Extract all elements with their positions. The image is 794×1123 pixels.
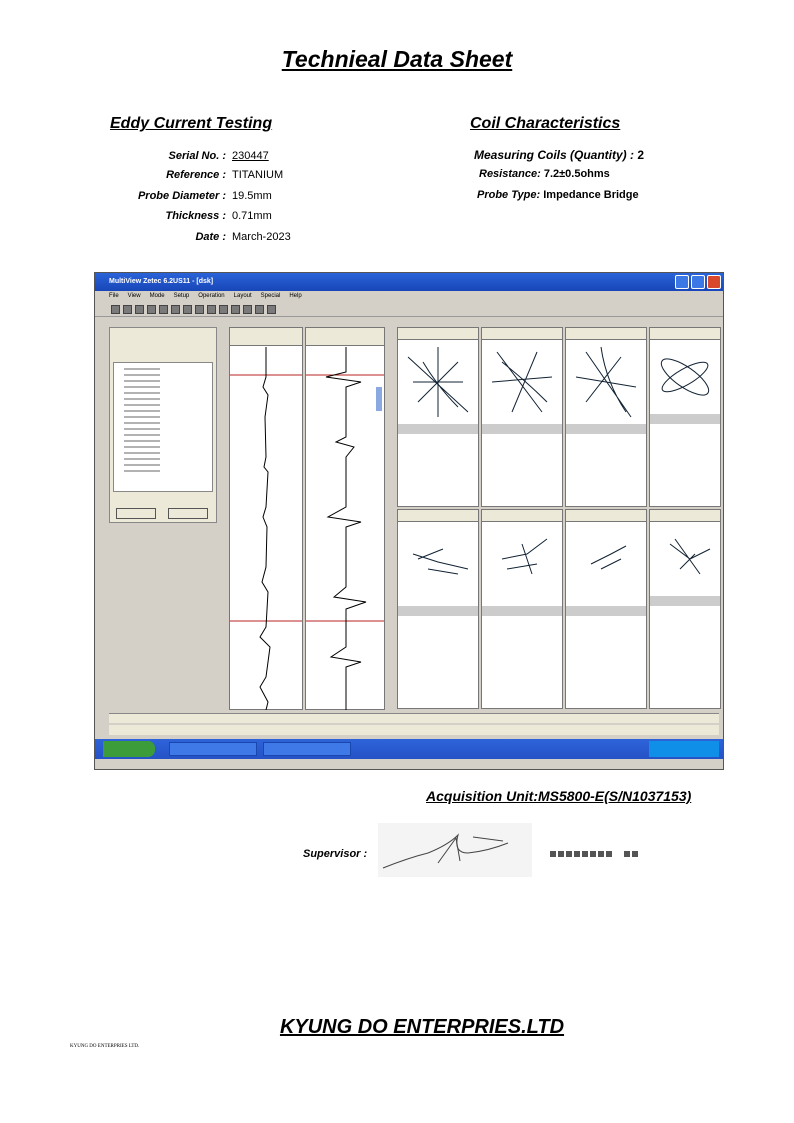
- page-title: Technieal Data Sheet: [281, 46, 513, 72]
- tool-icon: [171, 305, 180, 314]
- lissajous-4: [649, 327, 721, 507]
- menu-setup: Setup: [173, 293, 190, 299]
- tool-icon: [135, 305, 144, 314]
- tool-icon: [219, 305, 228, 314]
- measuring-coils-row: [474, 148, 644, 162]
- lissajous-6: [481, 509, 563, 709]
- resistance-row: [479, 168, 610, 180]
- status-bar-secondary: [109, 725, 719, 735]
- reference-row: [0, 168, 400, 182]
- lissajous-2: [481, 327, 563, 507]
- toolbar: [95, 303, 723, 317]
- menu-bar: [95, 291, 723, 302]
- file-list-lines: [120, 363, 210, 491]
- taskbar-item: [263, 742, 351, 756]
- probe-diameter-row: [0, 189, 400, 203]
- coil-characteristics-heading: Coil Characteristics: [470, 115, 621, 132]
- strip-chart-1: [229, 327, 303, 710]
- menu-file: File: [109, 293, 119, 299]
- start-button: [116, 508, 156, 519]
- probe-type-row: [477, 189, 639, 201]
- tool-icon: [159, 305, 168, 314]
- probe-type-value: Impedance Bridge: [543, 189, 639, 201]
- lissajous-3: [565, 327, 647, 507]
- thickness-value: 0.71mm: [232, 210, 272, 222]
- file-list: [113, 362, 213, 492]
- lissajous-plot-1: [398, 342, 478, 422]
- serial-row: [0, 149, 400, 163]
- menu-operation: Operation: [198, 293, 225, 299]
- lissajous-plot-2: [482, 342, 562, 422]
- menu-help: Help: [289, 293, 302, 299]
- lissajous-plot-6: [482, 524, 562, 604]
- tool-icon: [147, 305, 156, 314]
- lissajous-8: [649, 509, 721, 709]
- window-title: MultiView Zetec 6.2US11 - [dsk]: [109, 278, 214, 285]
- stamp-note-glyphs: [550, 849, 670, 859]
- resistance-value: 7.2±0.5ohms: [543, 168, 610, 180]
- menu-view: View: [127, 293, 141, 299]
- reference-value: TITANIUM: [232, 169, 284, 181]
- supervisor-label: Supervisor :: [303, 848, 368, 860]
- serial-value: 230447: [232, 150, 269, 162]
- minimize-icon: [675, 275, 689, 289]
- strip-trace-1: [230, 347, 302, 710]
- company-name-small: KYUNG DO ENTERPRIES LTD.: [70, 1044, 140, 1049]
- lissajous-5: [397, 509, 479, 709]
- lissajous-plot-5: [398, 524, 478, 604]
- strip-chart-2: [305, 327, 385, 710]
- serial-label: Serial No. :: [168, 150, 226, 162]
- strip-trace-2: [306, 347, 384, 710]
- close-icon: [707, 275, 721, 289]
- menu-mode: Mode: [149, 293, 165, 299]
- software-screenshot: [94, 272, 724, 770]
- measuring-coils-label: Measuring Coils (Quantity) :: [474, 148, 635, 162]
- lissajous-plot-8: [650, 524, 720, 594]
- status-bar: [109, 713, 719, 723]
- stamp-note: [550, 849, 670, 861]
- lissajous-1: [397, 327, 479, 507]
- tool-icon: [231, 305, 240, 314]
- tool-icon: [111, 305, 120, 314]
- date-row: [0, 230, 400, 244]
- reference-label: Reference :: [166, 169, 226, 181]
- file-panel: [109, 327, 217, 523]
- probe-diameter-value: 19.5mm: [232, 190, 272, 202]
- tool-icon: [255, 305, 264, 314]
- tool-icon: [243, 305, 252, 314]
- thickness-label: Thickness :: [165, 210, 226, 222]
- company-name: KYUNG DO ENTERPRIES.LTD: [279, 1016, 565, 1038]
- windows-taskbar: [95, 739, 723, 759]
- lissajous-plot-3: [566, 342, 646, 422]
- menu-layout: Layout: [233, 293, 252, 299]
- next-button: [168, 508, 208, 519]
- taskbar-item: [169, 742, 257, 756]
- lissajous-7: [565, 509, 647, 709]
- menu-special: Special: [260, 293, 281, 299]
- tool-icon: [183, 305, 192, 314]
- start-button-taskbar: [103, 741, 155, 757]
- tool-icon: [207, 305, 216, 314]
- thickness-row: [0, 209, 400, 223]
- lissajous-plot-7: [566, 524, 646, 604]
- tool-icon: [123, 305, 132, 314]
- signature-image: [378, 823, 532, 877]
- date-label: Date :: [195, 231, 226, 243]
- eddy-current-heading: Eddy Current Testing: [110, 115, 273, 132]
- lissajous-plot-4: [650, 342, 720, 412]
- date-value: March-2023: [232, 231, 291, 243]
- measuring-coils-value: 2: [637, 148, 645, 162]
- tool-icon: [267, 305, 276, 314]
- resistance-label: Resistance:: [479, 168, 541, 180]
- probe-diameter-label: Probe Diameter :: [137, 190, 226, 202]
- tool-icon: [195, 305, 204, 314]
- window-titlebar: [95, 273, 723, 291]
- maximize-icon: [691, 275, 705, 289]
- system-tray: [649, 741, 719, 757]
- probe-type-label: Probe Type:: [477, 189, 541, 201]
- acquisition-unit: Acquisition Unit:MS5800-E(S/N1037153): [426, 788, 692, 804]
